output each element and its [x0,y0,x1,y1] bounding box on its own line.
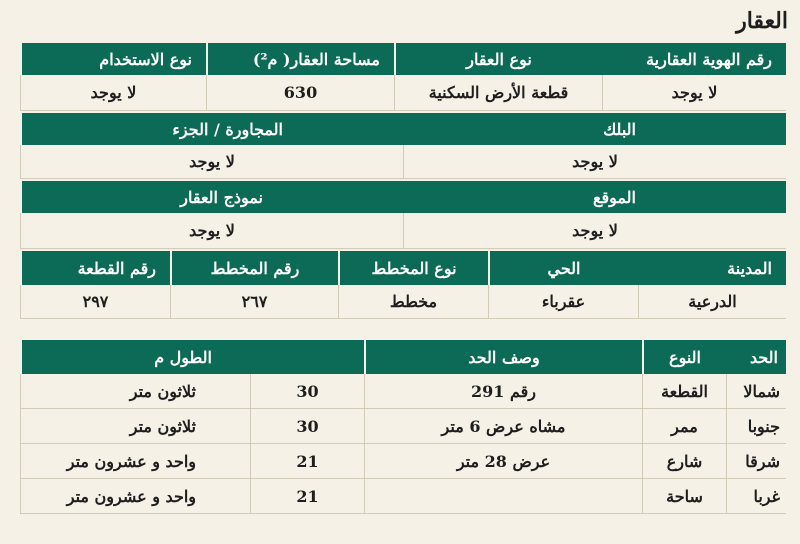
header-plan-number: رقم المخطط [170,251,338,285]
value-district: عقرباء [488,285,638,319]
property-info-section [20,43,786,111]
header-property-type: نوع العقار [394,43,602,75]
value-plot-number: ٢٩٧ [20,285,170,319]
value-usage-type: لا يوجد [20,75,206,111]
header-boundary-type: النوع [642,340,726,374]
value-block: لا يوجد [403,145,786,179]
desc-north: رقم 291 [364,374,642,409]
value-neighborhood: لا يوجد [20,145,403,179]
side-north: شمالا [726,374,786,409]
type-south: ممر [642,409,726,444]
value-location: لا يوجد [403,213,786,249]
type-east: شارع [642,444,726,479]
length-text-east: واحد و عشرون متر [20,444,250,479]
value-plan-number: ٢٦٧ [170,285,338,319]
block-neighborhood-section [20,113,786,179]
header-usage-type: نوع الاستخدام [20,43,206,75]
value-area: 630 [206,75,394,111]
length-text-north: ثلاثون متر [20,374,250,409]
header-boundary-desc: وصف الحد [364,340,642,374]
value-plan-type: مخطط [338,285,488,319]
length-text-west: واحد و عشرون متر [20,479,250,514]
header-property-id: رقم الهوية العقارية [602,43,786,75]
header-length: الطول م [20,340,364,374]
header-neighborhood: المجاورة / الجزء [20,113,403,145]
plan-section [20,251,786,319]
value-city: الدرعية [638,285,786,319]
location-section [20,181,786,249]
header-boundary-side: الحد [726,340,786,374]
type-north: القطعة [642,374,726,409]
header-property-model: نموذج العقار [20,181,403,213]
desc-west [364,479,642,514]
type-west: ساحة [642,479,726,514]
header-plot-number: رقم القطعة [20,251,170,285]
header-location: الموقع [403,181,786,213]
desc-east: عرض 28 متر [364,444,642,479]
header-block: البلك [403,113,786,145]
length-west: 21 [250,479,364,514]
value-property-model: لا يوجد [20,213,403,249]
length-text-south: ثلاثون متر [20,409,250,444]
page-title: العقار [736,8,788,34]
header-city: المدينة [638,251,786,285]
desc-south: مشاه عرض 6 متر [364,409,642,444]
header-area: مساحة العقار( م²) [206,43,394,75]
length-north: 30 [250,374,364,409]
header-plan-type: نوع المخطط [338,251,488,285]
boundaries-table [20,340,786,514]
length-south: 30 [250,409,364,444]
header-district: الحي [488,251,638,285]
length-east: 21 [250,444,364,479]
value-property-type: قطعة الأرض السكنية [394,75,602,111]
side-south: جنوبا [726,409,786,444]
side-west: غربا [726,479,786,514]
value-property-id: لا يوجد [602,75,786,111]
side-east: شرقا [726,444,786,479]
